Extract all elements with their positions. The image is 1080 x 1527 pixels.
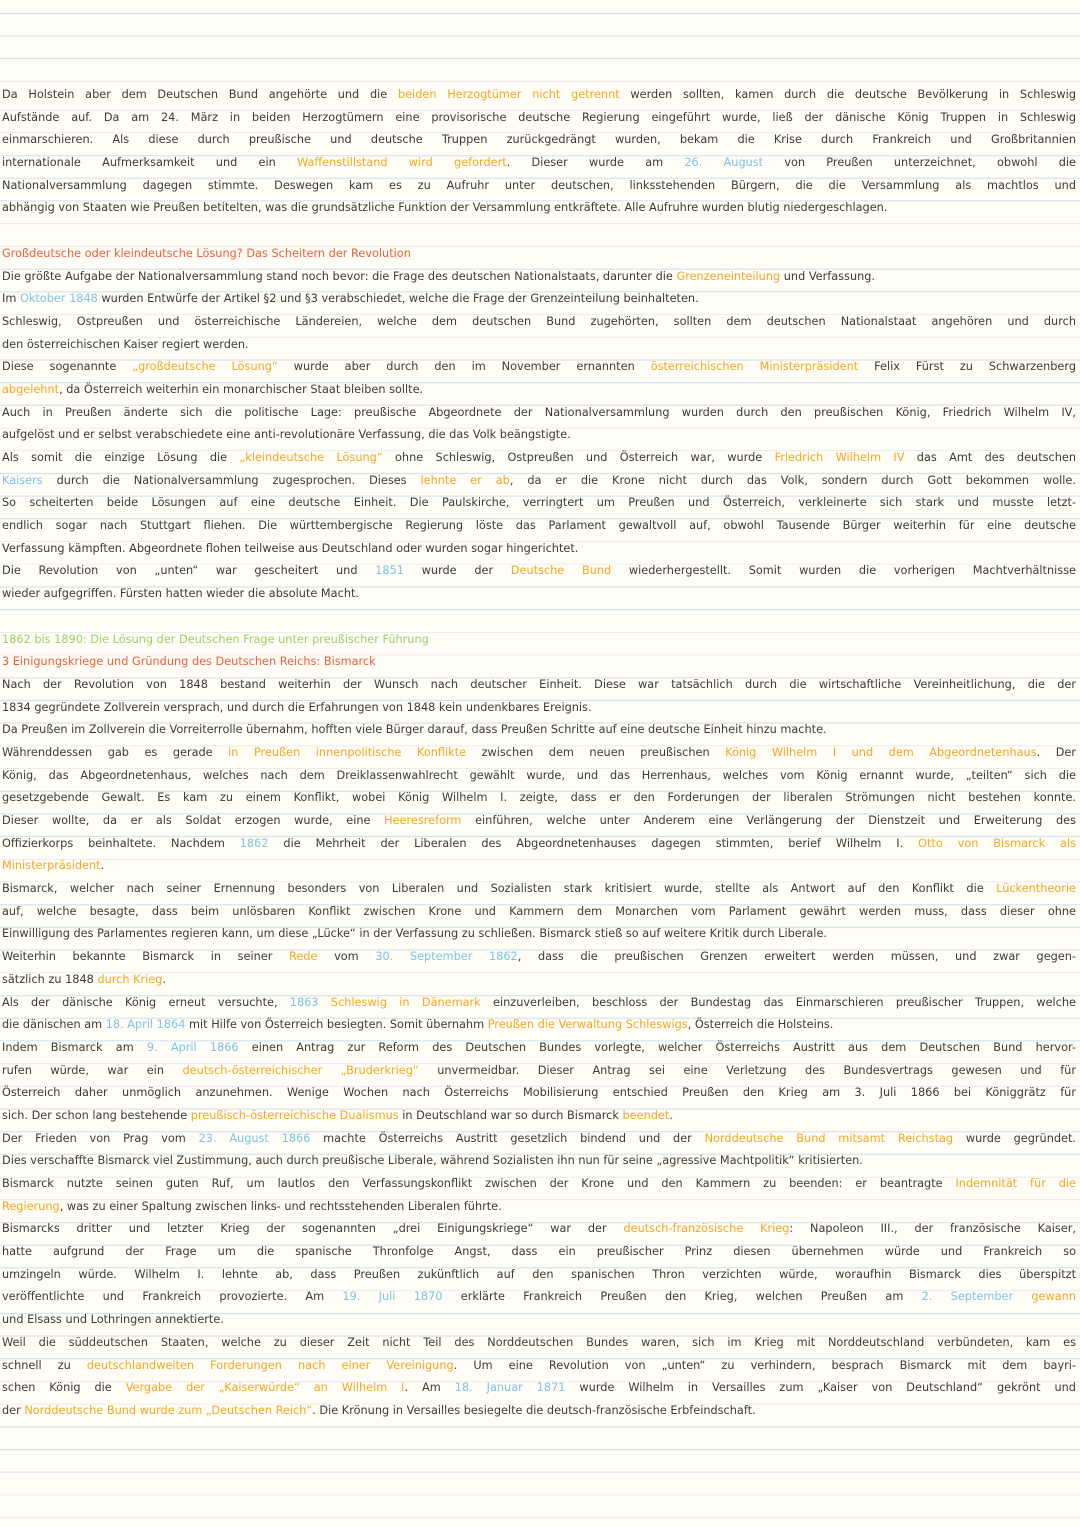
body-text: hatte aufgrund der Frage um die spanische Thronfolge Angst, dass ein preußischer Prinz diesen übernehmen würde und Frankreich so <box>2 1245 1076 1259</box>
body-text: Diese sogenannte <box>2 360 133 374</box>
highlight-text: 19. Juli 1870 <box>342 1290 443 1304</box>
highlight-text: Norddeutsche Bund mitsamt Reichstag <box>704 1131 954 1145</box>
body-text: So scheiterten beide Lösungen auf eine deutsche Einheit. Die Paulskirche, verringtert um Preußen und Österreich, verkleinerte sich stark und musste letzt- <box>2 496 1076 510</box>
text-line <box>2 152 1076 175</box>
body-text: in Deutschland war so durch Bismarck <box>398 1108 623 1122</box>
body-text: Dieser wollte, da er als Soldat erzogen wurde, eine <box>2 814 385 827</box>
text-line <box>2 492 1076 515</box>
text-line <box>2 651 1076 674</box>
highlight-text: durch Krieg <box>97 972 163 986</box>
body-text: wurde Wilhelm in Versailles zum „Kaiser von Deutschland“ gekrönt und <box>565 1381 1076 1395</box>
text-line <box>2 379 1076 402</box>
text-line <box>2 969 1076 992</box>
body-text: Im <box>2 292 20 306</box>
text-line <box>2 1218 1076 1241</box>
body-text: . <box>162 972 167 986</box>
text-line <box>2 1196 1076 1219</box>
text-line <box>2 1400 1076 1423</box>
highlight-text: abgelehnt <box>2 382 60 396</box>
body-text: veröffentlichte und Frankreich provozierte. Am <box>2 1290 343 1304</box>
highlight-text: Rede <box>289 950 318 964</box>
body-text: einzuverleiben, beschloss der Bundestag das Einmarschieren preußischer Truppen, welche <box>480 995 1076 1009</box>
body-text: unvermeidbar. Dieser Antrag sei eine Verletzung des Bundesvertrags gewesen und für <box>418 1063 1076 1077</box>
highlight-text: Heeresreform <box>384 814 462 827</box>
highlight-text: 1863 <box>289 995 319 1009</box>
text-line <box>2 765 1076 788</box>
body-text: Weiterhin bekannte Bismarck in seiner <box>2 950 290 964</box>
body-text: Felix Fürst zu Schwarzenberg <box>858 360 1076 374</box>
highlight-text: beendet <box>622 1108 670 1122</box>
body-text: Nach der Revolution von 1848 bestand weiterhin der Wunsch nach deutscher Einheit. Diese war tatsächlich durch die wirtschaftliche Vereinheitlichung, die der <box>2 677 1076 691</box>
body-text: wieder aufgegriffen. Fürsten hatten wieder die absolute Macht. <box>2 587 359 601</box>
text-line <box>2 583 1076 606</box>
highlight-text: in Preußen innenpolitische Konflikte <box>228 745 467 759</box>
body-text: Da Holstein aber dem Deutschen Bund angehörte und die <box>2 88 398 101</box>
body-text: werden sollten, kamen durch die deutsche Bevölkerung in Schleswig <box>619 88 1076 101</box>
highlight-text: Vergabe der „Kaiserwürde“ an Wilhelm I <box>125 1381 405 1395</box>
text-line <box>2 855 1076 878</box>
text-line <box>2 197 1076 220</box>
body-text: . Am <box>404 1381 455 1395</box>
body-text: erklärte Frankreich Preußen den Krieg, welchen Preußen am <box>442 1290 922 1304</box>
body-text: wurden Entwürfe der Artikel §2 und §3 verabschiedet, welche die Frage der Grenzeinteilung beinhalteten. <box>97 292 699 306</box>
text-line <box>2 243 1076 266</box>
highlight-text: 18. April 1864 <box>105 1018 186 1032</box>
body-text: auf, welche besagte, dass beim unlösbaren Konflikt zwischen Krone und Kammern dem Monarchen vom Parlament gewährt werden muss, dass dieser ohne <box>2 904 1076 918</box>
text-line <box>2 946 1076 969</box>
body-text: Weil die süddeutschen Staaten, welche zu dieser Zeit nicht Teil des Norddeutschen Bundes waren, sich im Krieg mit Norddeutschland verbündeten, kam es <box>2 1335 1076 1349</box>
highlight-text: 23. August 1866 <box>198 1131 311 1145</box>
text-line <box>2 901 1076 924</box>
body-text: der <box>2 1403 25 1417</box>
text-line <box>2 697 1076 720</box>
body-text: mit Hilfe von Österreich besiegten. Somit übernahm <box>185 1018 488 1032</box>
text-line <box>2 1309 1076 1332</box>
blank-line <box>2 220 1076 243</box>
text-line <box>2 1060 1076 1083</box>
body-text: : Napoleon III., der französische Kaiser, <box>789 1222 1076 1236</box>
highlight-text: 1862 bis 1890: Die Lösung der Deutschen Frage unter preußischer Führung <box>2 632 429 646</box>
highlight-text: „kleindeutsche Lösung“ <box>239 451 383 464</box>
body-text: die dänischen am <box>2 1018 106 1032</box>
text-line <box>2 1173 1076 1196</box>
body-text: machte Österreichs Austritt gesetzlich bindend und der <box>310 1131 705 1145</box>
body-text: Die Revolution von „unten“ war gescheitert und <box>2 564 376 578</box>
highlight-text: Regierung <box>2 1199 60 1213</box>
body-text: und Verfassung. <box>780 269 876 283</box>
body-text: ohne Schleswig, Ostpreußen und Österreich war, wurde <box>382 451 775 464</box>
highlight-text: „großdeutsche Lösung“ <box>132 360 278 374</box>
body-text: die Mehrheit der Liberalen des Abgeordnetenhauses dagegen stimmten, berief Wilhelm I. <box>268 836 919 850</box>
text-line <box>2 674 1076 697</box>
body-text: gesetzgebende Gewalt. Es kam zu einem Konflikt, wobei König Wilhelm I. zeigte, dass er den Forderungen der liberalen Strömungen nicht bestehen konnte. <box>2 791 1076 805</box>
body-text: , da er die Krone nicht durch das Volk, sondern durch Gott bekommen wolle. <box>509 473 1076 487</box>
highlight-text: preußisch-österreichische Dualismus <box>190 1108 399 1122</box>
highlight-text: deutschlandweiten Forderungen nach einer Vereinigung <box>86 1358 454 1372</box>
body-text: Da Preußen im Zollverein die Vorreiterrolle übernahm, hofften viele Bürger darauf, dass Preußen Schritte auf eine deutsche Einheit hinzu machte. <box>2 723 827 737</box>
highlight-text: lehnte er ab <box>420 473 510 487</box>
text-line <box>2 538 1076 561</box>
highlight-text: Friedrich Wilhelm IV <box>774 451 905 464</box>
text-line <box>2 1355 1076 1378</box>
body-text: schnell zu <box>2 1358 87 1372</box>
highlight-text: Waffenstillstand wird gefordert <box>297 156 507 170</box>
text-line <box>2 107 1076 130</box>
text-line <box>2 334 1076 357</box>
body-text: Bismarck nutzte seinen guten Ruf, um lautlos den Verfassungskonflikt zwischen der Krone und den Kammern zu beenden: er beantragte <box>2 1177 956 1190</box>
text-line <box>2 1241 1076 1264</box>
body-text: vom <box>317 950 376 964</box>
highlight-text: 2. September <box>921 1290 1014 1304</box>
body-text: König, das Abgeordnetenhaus, welches nach dem Dreiklassenwahlrecht gewählt wurde, und das Herrenhaus, welches vom König ernannt wurde, „teilten“ sich die <box>2 768 1076 782</box>
body-text: internationale Aufmerksamkeit und ein <box>2 156 297 170</box>
body-text: Schleswig, Ostpreußen und österreichische Ländereien, welche dem deutschen Bund zugehörten, sollten dem deutschen Nationalstaat angehören und durch <box>2 314 1076 328</box>
body-text: Nationalversammlung dagegen stimmte. Deswegen kam es zu Aufruhr unter deutschen, linksstehenden Bürgern, die die Versammlung als machtlos und <box>2 178 1076 192</box>
body-text: einen Antrag zur Reform des Deutschen Bundes vorlegte, welcher Österreichs Austritt aus dem Deutschen Bund hervor- <box>238 1040 1076 1054</box>
body-text: und Elsass und Lothringen annektierte. <box>2 1313 224 1327</box>
body-text <box>319 996 331 1009</box>
body-text <box>1013 1290 1031 1303</box>
text-line <box>2 878 1076 901</box>
highlight-text: Schleswig in Dänemark <box>330 995 481 1009</box>
body-text: zwischen dem neuen preußischen <box>466 745 726 759</box>
text-line <box>2 1264 1076 1287</box>
body-text: durch die Nationalversammlung zugesprochen. Dieses <box>42 473 421 487</box>
text-line <box>2 629 1076 652</box>
body-text: Die größte Aufgabe der Nationalversammlung stand noch bevor: die Frage des deutschen Nationalstaats, darunter die <box>2 269 677 283</box>
text-line <box>2 923 1076 946</box>
body-text: . Der <box>1036 745 1076 759</box>
text-line <box>2 1150 1076 1173</box>
highlight-text: gewann <box>1031 1290 1076 1304</box>
highlight-text: 26. August <box>684 156 764 170</box>
highlight-text: König Wilhelm I und dem Abgeordnetenhaus <box>725 745 1037 759</box>
body-text: Auch in Preußen änderte sich die politische Lage: preußische Abgeordnete der Nationalversammlung wurden durch den preußischen König, Friedrich Wilhelm IV, <box>2 405 1076 419</box>
highlight-text: 1851 <box>375 564 404 578</box>
body-text: wiederhergestellt. Somit wurden die vorherigen Machtverhältnisse <box>611 564 1076 578</box>
body-text: den österreichischen Kaiser regiert werden. <box>2 337 249 351</box>
body-text: . Um eine Revolution von „unten“ zu verhindern, besprach Bismarck mit dem bayri- <box>453 1358 1076 1372</box>
text-line <box>2 424 1076 447</box>
body-text: abhängig von Staaten wie Preußen betitelten, was die grundsätzliche Funktion der Versammlung entkräftete. Alle Aufruhre wurden blutig niedergeschlagen. <box>2 201 888 215</box>
text-line <box>2 515 1076 538</box>
highlight-text: Oktober 1848 <box>19 292 98 306</box>
highlight-text: deutsch-österreichischer „Bruderkrieg“ <box>182 1063 419 1077</box>
highlight-text: Lückentheorie <box>996 882 1076 896</box>
text-line <box>2 470 1076 493</box>
highlight-text: 9. April 1866 <box>146 1040 239 1054</box>
body-text: rufen würde, war ein <box>2 1063 183 1077</box>
highlight-text: 18. Januar 1871 <box>454 1381 566 1395</box>
body-text: von Preußen unterzeichnet, obwohl die <box>763 156 1076 170</box>
body-text: schen König die <box>2 1381 126 1395</box>
body-text: Der Frieden von Prag vom <box>2 1131 199 1145</box>
text-line <box>2 129 1076 152</box>
body-text: . Die Krönung in Versailles besiegelte die deutsch-französische Erbfeindschaft. <box>312 1403 756 1417</box>
highlight-text: Kaisers <box>2 473 43 487</box>
highlight-text: beiden Herzogtümer nicht getrennt <box>397 88 620 101</box>
text-line <box>2 266 1076 289</box>
text-line <box>2 84 1076 107</box>
text-line <box>2 356 1076 379</box>
text-line <box>2 560 1076 583</box>
body-text: , Österreich die Holsteins. <box>687 1018 834 1032</box>
highlight-text: 3 Einigungskriege und Gründung des Deutschen Reichs: Bismarck <box>2 655 376 669</box>
highlight-text: 1862 <box>239 836 269 850</box>
text-line <box>2 447 1076 470</box>
body-text: das Amt des deutschen <box>904 451 1076 464</box>
body-text: , was zu einer Spaltung zwischen links- und rechtsstehenden Liberalen führte. <box>59 1199 502 1213</box>
body-text: umzingeln würde. Wilhelm I. lehnte ab, dass Preußen zukünftlich auf den spanischen Thron verzichten würde, woraufhin Bismarck dies überspitzt <box>2 1267 1076 1281</box>
text-line <box>2 1377 1076 1400</box>
text-line <box>2 787 1076 810</box>
body-text: Als somit die einzige Lösung die <box>2 451 240 464</box>
body-text: . <box>100 859 105 873</box>
body-text: aufgelöst und er selbst verabschiedete eine anti-revolutionäre Verfassung, die das Volk beängstigte. <box>2 428 571 442</box>
body-text: endlich sogar nach Stuttgart fliehen. Die württembergische Regierung löste das Parlament gewaltvoll auf, obwohl Tausende Bürger weiterhin für eine deutsche <box>2 519 1076 533</box>
body-text: Indem Bismarck am <box>2 1040 147 1054</box>
body-text: Währenddessen gab es gerade <box>2 745 229 759</box>
body-text: wurde aber durch den im November ernannten <box>277 360 651 374</box>
text-line <box>2 288 1076 311</box>
body-text: wurde der <box>403 564 511 578</box>
text-line <box>2 1105 1076 1128</box>
highlight-text: Deutsche Bund <box>510 564 612 578</box>
highlight-text: Ministerpräsident <box>2 859 101 873</box>
text-line <box>2 1332 1076 1355</box>
highlight-text: Großdeutsche oder kleindeutsche Lösung? Das Scheitern der Revolution <box>2 246 411 260</box>
body-text: sätzlich zu 1848 <box>2 972 98 986</box>
text-line <box>2 1014 1076 1037</box>
body-text: einführen, welche unter Anderem eine Verlängerung der Dienstzeit und Erweiterung des <box>461 814 1076 827</box>
highlight-text: österreichischen Ministerpräsident <box>650 360 859 374</box>
highlight-text: Preußen die Verwaltung Schleswigs <box>487 1018 688 1032</box>
text-line <box>2 810 1076 833</box>
body-text: Verfassung kämpften. Abgeordnete flohen teilweise aus Deutschland oder wurden sogar hingerichtet. <box>2 541 579 555</box>
body-text: , dass die preußischen Grenzen erweitert werden müssen, und zwar gegen- <box>517 950 1076 964</box>
text-line <box>2 742 1076 765</box>
text-line <box>2 719 1076 742</box>
text-line <box>2 402 1076 425</box>
body-text: . <box>669 1108 673 1122</box>
body-text: Dies verschaffte Bismarck viel Zustimmung, auch durch preußische Liberale, während Sozialisten ihn nun für seine „agressive Machtpolitik“ kritisierten. <box>2 1154 863 1168</box>
body-text: Als der dänische König erneut versuchte, <box>2 995 290 1009</box>
text-line <box>2 175 1076 198</box>
highlight-text: Grenzeneinteilung <box>676 269 781 283</box>
body-text: Bismarcks dritter und letzter Krieg der sogenannten „drei Einigungskriege“ war der <box>2 1222 624 1236</box>
body-text: Offizierkorps beinhaltete. Nachdem <box>2 836 240 850</box>
body-text: wurde gegründet. <box>953 1131 1076 1145</box>
body-text: einmarschieren. Als diese durch preußische und deutsche Truppen zurückgedrängt wurden, bekam die Krise durch Frankreich und Großbritannien <box>2 133 1076 147</box>
body-text: Österreich daher unmöglich anzunehmen. Wenige Wochen nach Österreichs Mobilisierung entschied Preußen den Krieg am 3. Juli 1866 bei Königgrätz für <box>2 1086 1076 1100</box>
body-text: 1834 gegründete Zollverein versprach, und durch die Erfahrungen von 1848 kein undenkbares Ereignis. <box>2 700 592 714</box>
blank-line <box>2 606 1076 629</box>
text-line <box>2 1286 1076 1309</box>
notebook-page <box>2 84 1076 1423</box>
highlight-text: Norddeutsche Bund wurde zum „Deutschen Reich“ <box>24 1403 313 1417</box>
highlight-text: 30. September 1862 <box>375 950 518 964</box>
body-text: Aufstände auf. Da am 24. März in beiden Herzogtümern eine provisorische deutsche Regierung eingeführt wurde, ließ der dänische König Truppen in Schleswig <box>2 110 1076 124</box>
highlight-text: Indemnität für die <box>955 1177 1076 1190</box>
body-text: Einwilligung des Parlamentes regieren kann, um diese „Lücke“ in der Verfassung zu schließen. Bismarck stieß so auf weitere Kritik durch Liberale. <box>2 927 827 941</box>
highlight-text: Otto von Bismarck als <box>918 836 1076 850</box>
highlight-text: deutsch-französische Krieg <box>623 1222 790 1236</box>
text-line <box>2 311 1076 334</box>
text-line <box>2 1037 1076 1060</box>
text-line <box>2 833 1076 856</box>
body-text: Bismarck, welcher nach seiner Ernennung besonders von Liberalen und Sozialisten stark kritisiert wurde, stellte als Antwort auf den Konflikt die <box>2 882 997 896</box>
body-text: , da Österreich weiterhin ein monarchischer Staat bleiben sollte. <box>59 382 424 396</box>
text-line <box>2 1082 1076 1105</box>
text-line <box>2 992 1076 1015</box>
text-line <box>2 1128 1076 1151</box>
body-text: . Dieser wurde am <box>506 156 685 170</box>
body-text: sich. Der schon lang bestehende <box>2 1108 191 1122</box>
